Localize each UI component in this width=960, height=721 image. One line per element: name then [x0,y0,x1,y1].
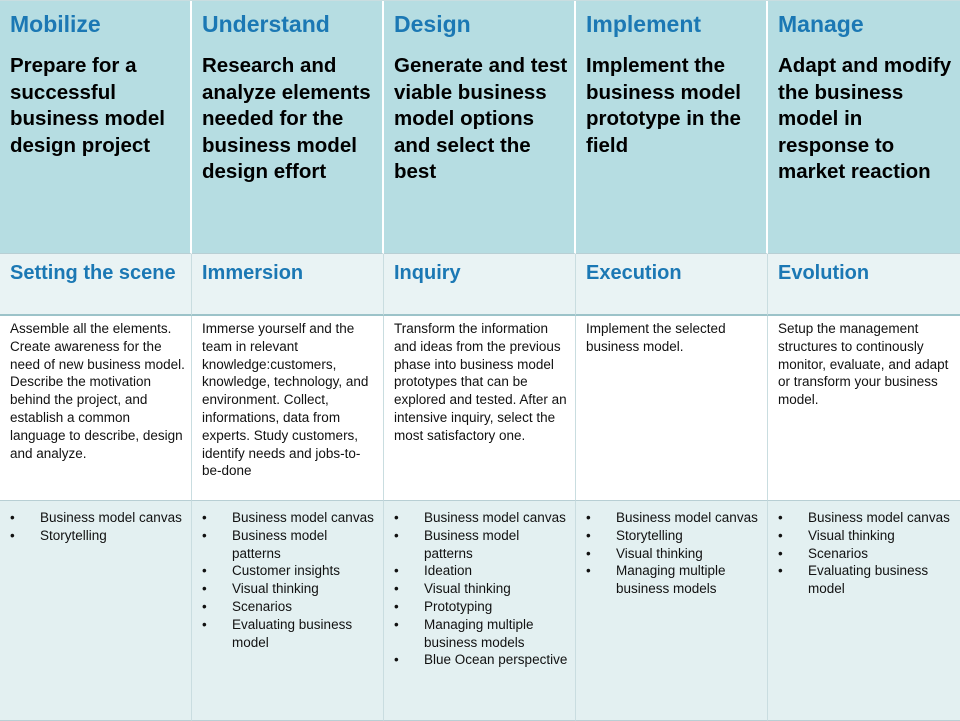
tools-cell [768,501,960,721]
bullet-icon: • [394,581,399,597]
tool-item [394,527,569,563]
tool-item [202,509,377,527]
bullet-icon: • [778,563,783,579]
tool-item [202,580,377,598]
phase-subtitle: Execution [586,262,682,284]
bullet-icon: • [394,563,399,579]
bullet-icon: • [394,598,399,614]
phase-title: Implement [586,11,702,37]
bullet-icon: • [10,527,15,543]
tool-label: Business model canvas [424,510,566,525]
tool-label: Visual thinking [424,581,511,597]
description-cell [0,316,192,501]
phase-description: Immerse yourself and the team in relevant knowledge:customers, knowledge, technology, and environment. Collect, informations, data from experts. Study customers, identify needs and jobs-to-be-done [202,321,369,479]
tool-item [10,509,185,527]
tool-label: Storytelling [616,527,683,543]
phase-subtitle: Immersion [202,262,304,284]
bullet-icon: • [778,527,783,543]
tool-item [394,651,569,669]
phase-subtitle: Evolution [778,262,870,284]
phase-goal: Adapt and modify the business model in response to market reaction [778,54,952,183]
tool-item [778,562,954,598]
tool-item [394,580,569,598]
phase-description: Implement the selected business model. [586,321,726,354]
tool-label: Evaluating business model [808,563,929,597]
header-cell-design [384,1,576,254]
phase-description: Setup the management structures to continously monitor, evaluate, and adapt or transform your business model. [778,321,949,408]
bullet-icon: • [586,510,591,525]
tools-cell [0,501,192,721]
tool-label: Blue Ocean perspective [424,652,568,668]
tool-label: Business model patterns [232,527,328,561]
tool-label: Visual thinking [232,581,319,597]
subtitle-cell [0,254,192,316]
tool-item [10,527,185,545]
bullet-icon: • [394,652,399,668]
description-cell [384,316,576,501]
tools-list [202,509,377,651]
subtitle-cell [768,254,960,316]
subtitle-cell [192,254,384,316]
tool-item [394,616,569,652]
tool-item [202,616,377,652]
bullet-icon: • [202,598,207,614]
tools-list [778,509,954,598]
phase-description: Assemble all the elements. Create awareness for the need of new business model. Describe the motivation behind the project, and establish a common language to describe, design and analyze. [10,321,185,461]
tool-item [586,527,761,545]
tool-item [394,562,569,580]
subtitle-cell [384,254,576,316]
header-cell-understand [192,1,384,254]
tool-label: Scenarios [808,545,869,561]
tool-item [586,562,761,598]
tool-label: Business model canvas [616,510,758,525]
tool-label: Evaluating business model [232,616,353,650]
bullet-icon: • [10,510,15,525]
phase-title: Understand [202,11,330,37]
bullet-icon: • [778,510,783,525]
tool-label: Business model patterns [424,527,520,561]
tool-item [202,598,377,616]
tools-cell [384,501,576,721]
bullet-icon: • [394,527,399,543]
tool-item [778,509,954,527]
bullet-icon: • [394,510,399,525]
tool-label: Storytelling [40,527,107,543]
subtitle-cell [576,254,768,316]
bullet-icon: • [586,563,591,579]
tool-item [586,545,761,563]
tool-label: Customer insights [232,563,341,579]
tool-label: Ideation [424,563,473,579]
tools-cell [192,501,384,721]
tool-label: Managing multiple business models [424,616,534,650]
phase-goal: Research and analyze elements needed for the business model design effort [202,54,371,183]
tool-label: Managing multiple business models [616,563,726,597]
bullet-icon: • [394,616,399,632]
tools-cell [576,501,768,721]
header-cell-implement [576,1,768,254]
tool-item [202,562,377,580]
tool-item [778,527,954,545]
tool-label: Business model canvas [808,510,950,525]
bullet-icon: • [586,545,591,561]
tool-item [202,527,377,563]
phase-title: Design [394,11,471,37]
tool-label: Visual thinking [616,545,703,561]
tool-item [394,598,569,616]
tool-label: Prototyping [424,598,493,614]
phase-goal: Implement the business model prototype in the field [586,54,741,157]
phase-subtitle: Setting the scene [10,262,176,284]
description-cell [192,316,384,501]
tool-label: Business model canvas [232,510,374,525]
phase-description: Transform the information and ideas from the previous phase into business model prototypes that can be explored and tested. After an intensive inquiry, select the most satisfactory one. [394,321,567,443]
phase-subtitle: Inquiry [394,262,461,284]
tool-item [394,509,569,527]
tools-list [394,509,569,669]
tool-label: Visual thinking [808,527,895,543]
phase-title: Manage [778,11,864,37]
phase-goal: Generate and test viable business model options and select the best [394,54,568,183]
tool-label: Business model canvas [40,510,182,525]
tools-list [586,509,761,598]
bullet-icon: • [202,527,207,543]
header-cell-mobilize [0,1,192,254]
bullet-icon: • [202,510,207,525]
description-cell [768,316,960,501]
phase-goal: Prepare for a successful business model design project [10,54,165,157]
bullet-icon: • [586,527,591,543]
tool-item [778,545,954,563]
description-cell [576,316,768,501]
bullet-icon: • [202,616,207,632]
header-cell-manage [768,1,960,254]
bullet-icon: • [202,581,207,597]
tools-list [10,509,185,545]
phase-title: Mobilize [10,11,101,37]
bullet-icon: • [778,545,783,561]
tool-label: Scenarios [232,598,293,614]
tool-item [586,509,761,527]
bullet-icon: • [202,563,207,579]
